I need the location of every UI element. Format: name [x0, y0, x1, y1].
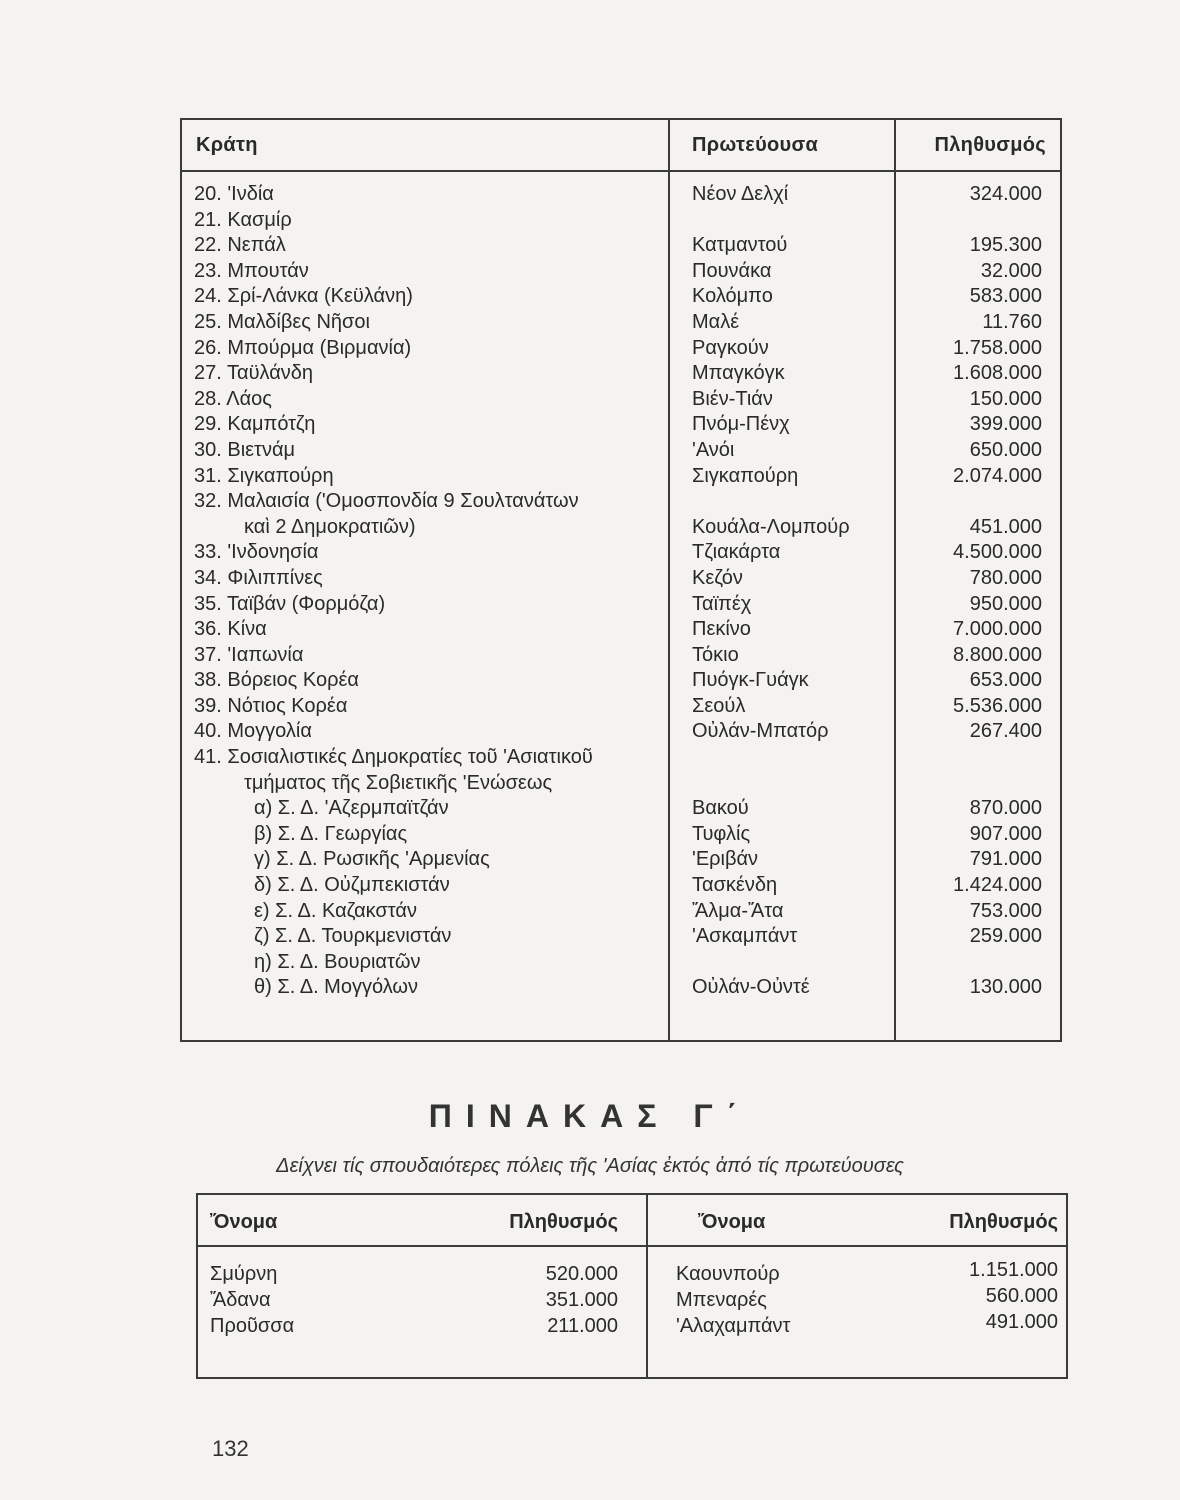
- city-name: Σμύρνη: [210, 1263, 278, 1285]
- capital-cell: Τζιακάρτα: [692, 541, 781, 564]
- capital-cell: Πυόγκ-Γυάγκ: [692, 669, 809, 692]
- city-name: 'Αλαχαμπάντ: [676, 1315, 791, 1337]
- state-row: 34. Φιλιππίνες: [194, 566, 323, 589]
- capital-cell: Οὐλάν-Μπατόρ: [692, 720, 829, 743]
- state-row: 36. Κίνα: [194, 618, 267, 641]
- state-row: 24. Σρί-Λάνκα (Κεϋλάνη): [194, 285, 413, 308]
- city-names-right: [676, 1261, 876, 1339]
- capital-cell: Ἄλμα-Ἄτα: [692, 899, 784, 922]
- state-row: 22. Νεπάλ: [194, 234, 286, 257]
- capital-cell: Κεζόν: [692, 566, 743, 589]
- population-cell: 195.300: [969, 234, 1042, 257]
- city-name: Προῦσσα: [210, 1315, 295, 1337]
- capital-cell: 'Εριβάν: [692, 848, 759, 871]
- population-cell: 1.758.000: [953, 336, 1042, 359]
- header-population-left: Πληθυσμός: [509, 1211, 618, 1233]
- state-row-continued: καὶ 2 Δημοκρατιῶν): [244, 515, 416, 538]
- capital-cell: Κολόμπο: [692, 285, 773, 308]
- header-population-right: Πληθυσμός: [949, 1211, 1058, 1233]
- population-cell: 950.000: [969, 592, 1042, 615]
- population-cell: 32.000: [980, 259, 1042, 282]
- state-subrow: ε) Σ. Δ. Καζακστάν: [254, 899, 417, 922]
- population-cell: 870.000: [969, 797, 1042, 820]
- state-subrow: θ) Σ. Δ. Μογγόλων: [254, 976, 419, 999]
- cities-table: [196, 1193, 1068, 1379]
- population-cell: 791.000: [969, 848, 1042, 871]
- city-population: 351.000: [545, 1289, 618, 1311]
- population-cell: 1.424.000: [953, 874, 1042, 897]
- city-pops-right: [918, 1257, 1058, 1335]
- city-population: 1.151.000: [969, 1259, 1058, 1281]
- capital-cell: Τυφλίς: [692, 822, 751, 845]
- state-row: 30. Βιετνάμ: [194, 438, 296, 461]
- population-cell: 780.000: [969, 566, 1042, 589]
- state-row: 35. Ταϊβάν (Φορμόζα): [194, 592, 386, 615]
- population-cell: 4.500.000: [953, 541, 1042, 564]
- page-number: 132: [212, 1436, 249, 1461]
- capital-cell: Βακού: [692, 797, 749, 820]
- state-subrow: ζ) Σ. Δ. Τουρκμενιστάν: [254, 925, 452, 948]
- capitals-list: [692, 182, 902, 1001]
- state-row: 33. 'Ινδονησία: [194, 541, 319, 564]
- population-cell: 753.000: [969, 899, 1042, 922]
- city-name: Μπεναρές: [676, 1289, 767, 1311]
- capital-cell: Νέον Δελχί: [692, 183, 789, 205]
- city-population: 211.000: [547, 1315, 618, 1337]
- city-population: 491.000: [985, 1311, 1058, 1333]
- capital-cell: Μαλέ: [692, 310, 740, 333]
- header-capital: Πρωτεύουσα: [692, 134, 819, 156]
- population-cell: 130.000: [969, 976, 1042, 999]
- populations-list: [912, 182, 1042, 1001]
- population-cell: 2.074.000: [953, 464, 1042, 487]
- population-cell: 399.000: [969, 413, 1042, 436]
- population-cell: 7.000.000: [953, 618, 1042, 641]
- state-row-continued: τμήματος τῆς Σοβιετικῆς 'Ενώσεως: [244, 771, 553, 794]
- city-population: 520.000: [545, 1263, 618, 1285]
- population-cell: 5.536.000: [953, 694, 1042, 717]
- states-list: [194, 182, 674, 1001]
- capital-cell: Πνόμ-Πένχ: [692, 413, 790, 436]
- population-cell: 150.000: [969, 387, 1042, 410]
- capital-cell: Βιέν-Τιάν: [692, 387, 773, 410]
- city-pops-left: [488, 1261, 618, 1339]
- state-row: 39. Νότιος Κορέα: [194, 694, 348, 717]
- city-name: Ἄδανα: [210, 1289, 271, 1311]
- state-row: 27. Ταϋλάνδη: [194, 362, 314, 385]
- capital-cell: Σεούλ: [692, 694, 746, 717]
- state-row: 23. Μπουτάν: [194, 259, 309, 282]
- state-subrow: γ) Σ. Δ. Ρωσικῆς 'Αρμενίας: [254, 848, 490, 871]
- column-divider: [646, 1195, 648, 1377]
- table-title: ΠΙΝΑΚΑΣ Γ΄: [428, 1098, 752, 1134]
- capital-cell: Κατμαντού: [692, 234, 788, 257]
- city-population: 560.000: [985, 1285, 1058, 1307]
- capital-cell: Ραγκούν: [692, 336, 769, 359]
- capital-cell: Μπαγκόγκ: [692, 362, 785, 385]
- state-row: 25. Μαλδίβες Νῆσοι: [194, 310, 370, 333]
- population-cell: 907.000: [969, 822, 1042, 845]
- population-cell: 653.000: [969, 669, 1042, 692]
- header-states: Κράτη: [196, 134, 258, 156]
- capital-cell: Σιγκαπούρη: [692, 464, 799, 487]
- capital-cell: Πεκίνο: [692, 618, 751, 641]
- capital-cell: Πουνάκα: [692, 259, 772, 282]
- state-subrow: α) Σ. Δ. 'Αζερμπαϊτζάν: [254, 797, 449, 820]
- population-cell: 324.000: [969, 183, 1042, 205]
- capital-cell: Τασκένδη: [692, 874, 778, 897]
- population-cell: 267.400: [969, 720, 1042, 743]
- capital-cell: Κουάλα-Λομπούρ: [692, 515, 850, 538]
- population-cell: 8.800.000: [953, 643, 1042, 666]
- city-names-left: [210, 1261, 410, 1339]
- state-row: 31. Σιγκαπούρη: [194, 464, 334, 487]
- capital-cell: Ταϊπέχ: [692, 592, 752, 615]
- population-cell: 259.000: [969, 925, 1042, 948]
- state-row: 28. Λάος: [194, 387, 272, 410]
- header-population: Πληθυσμός: [934, 134, 1046, 156]
- population-cell: 583.000: [969, 285, 1042, 308]
- population-cell: 11.760: [982, 310, 1042, 333]
- state-row: 26. Μπούρμα (Βιρμανία): [194, 336, 412, 359]
- state-subrow: η) Σ. Δ. Βουριατῶν: [254, 950, 421, 973]
- state-row: 32. Μαλαισία ('Ομοσπονδία 9 Σουλτανάτων: [194, 490, 579, 513]
- state-row: 20. 'Ινδία: [194, 183, 274, 205]
- state-subrow: β) Σ. Δ. Γεωργίας: [254, 822, 408, 845]
- population-cell: 650.000: [969, 438, 1042, 461]
- capital-cell: Οὐλάν-Οὐντέ: [692, 976, 810, 999]
- state-row: 21. Κασμίρ: [194, 208, 292, 231]
- table-subtitle: Δείχνει τίς σπουδαιότερες πόλεις τῆς 'Ασίας ἐκτός ἀπό τίς πρωτεύουσες: [276, 1155, 904, 1177]
- header-name-left: Ὄνομα: [210, 1211, 278, 1233]
- header-name-right: Ὄνομα: [698, 1211, 766, 1233]
- header-divider: [182, 170, 1060, 172]
- capital-cell: Τόκιο: [692, 643, 739, 666]
- state-row: 40. Μογγολία: [194, 720, 312, 743]
- city-name: Καουνπούρ: [676, 1263, 780, 1285]
- state-row: 41. Σοσιαλιστικές Δημοκρατίες τοῦ 'Ασιατικοῦ: [194, 746, 593, 769]
- state-row: 38. Βόρειος Κορέα: [194, 669, 359, 692]
- states-table: [180, 118, 1062, 1042]
- capital-cell: 'Ασκαμπάντ: [692, 925, 798, 948]
- header-divider: [198, 1245, 1066, 1247]
- capital-cell: 'Ανόι: [692, 438, 735, 461]
- state-subrow: δ) Σ. Δ. Οὐζμπεκιστάν: [254, 874, 450, 897]
- population-cell: 451.000: [969, 515, 1042, 538]
- state-row: 37. 'Ιαπωνία: [194, 643, 304, 666]
- population-cell: 1.608.000: [953, 362, 1042, 385]
- state-row: 29. Καμπότζη: [194, 413, 316, 436]
